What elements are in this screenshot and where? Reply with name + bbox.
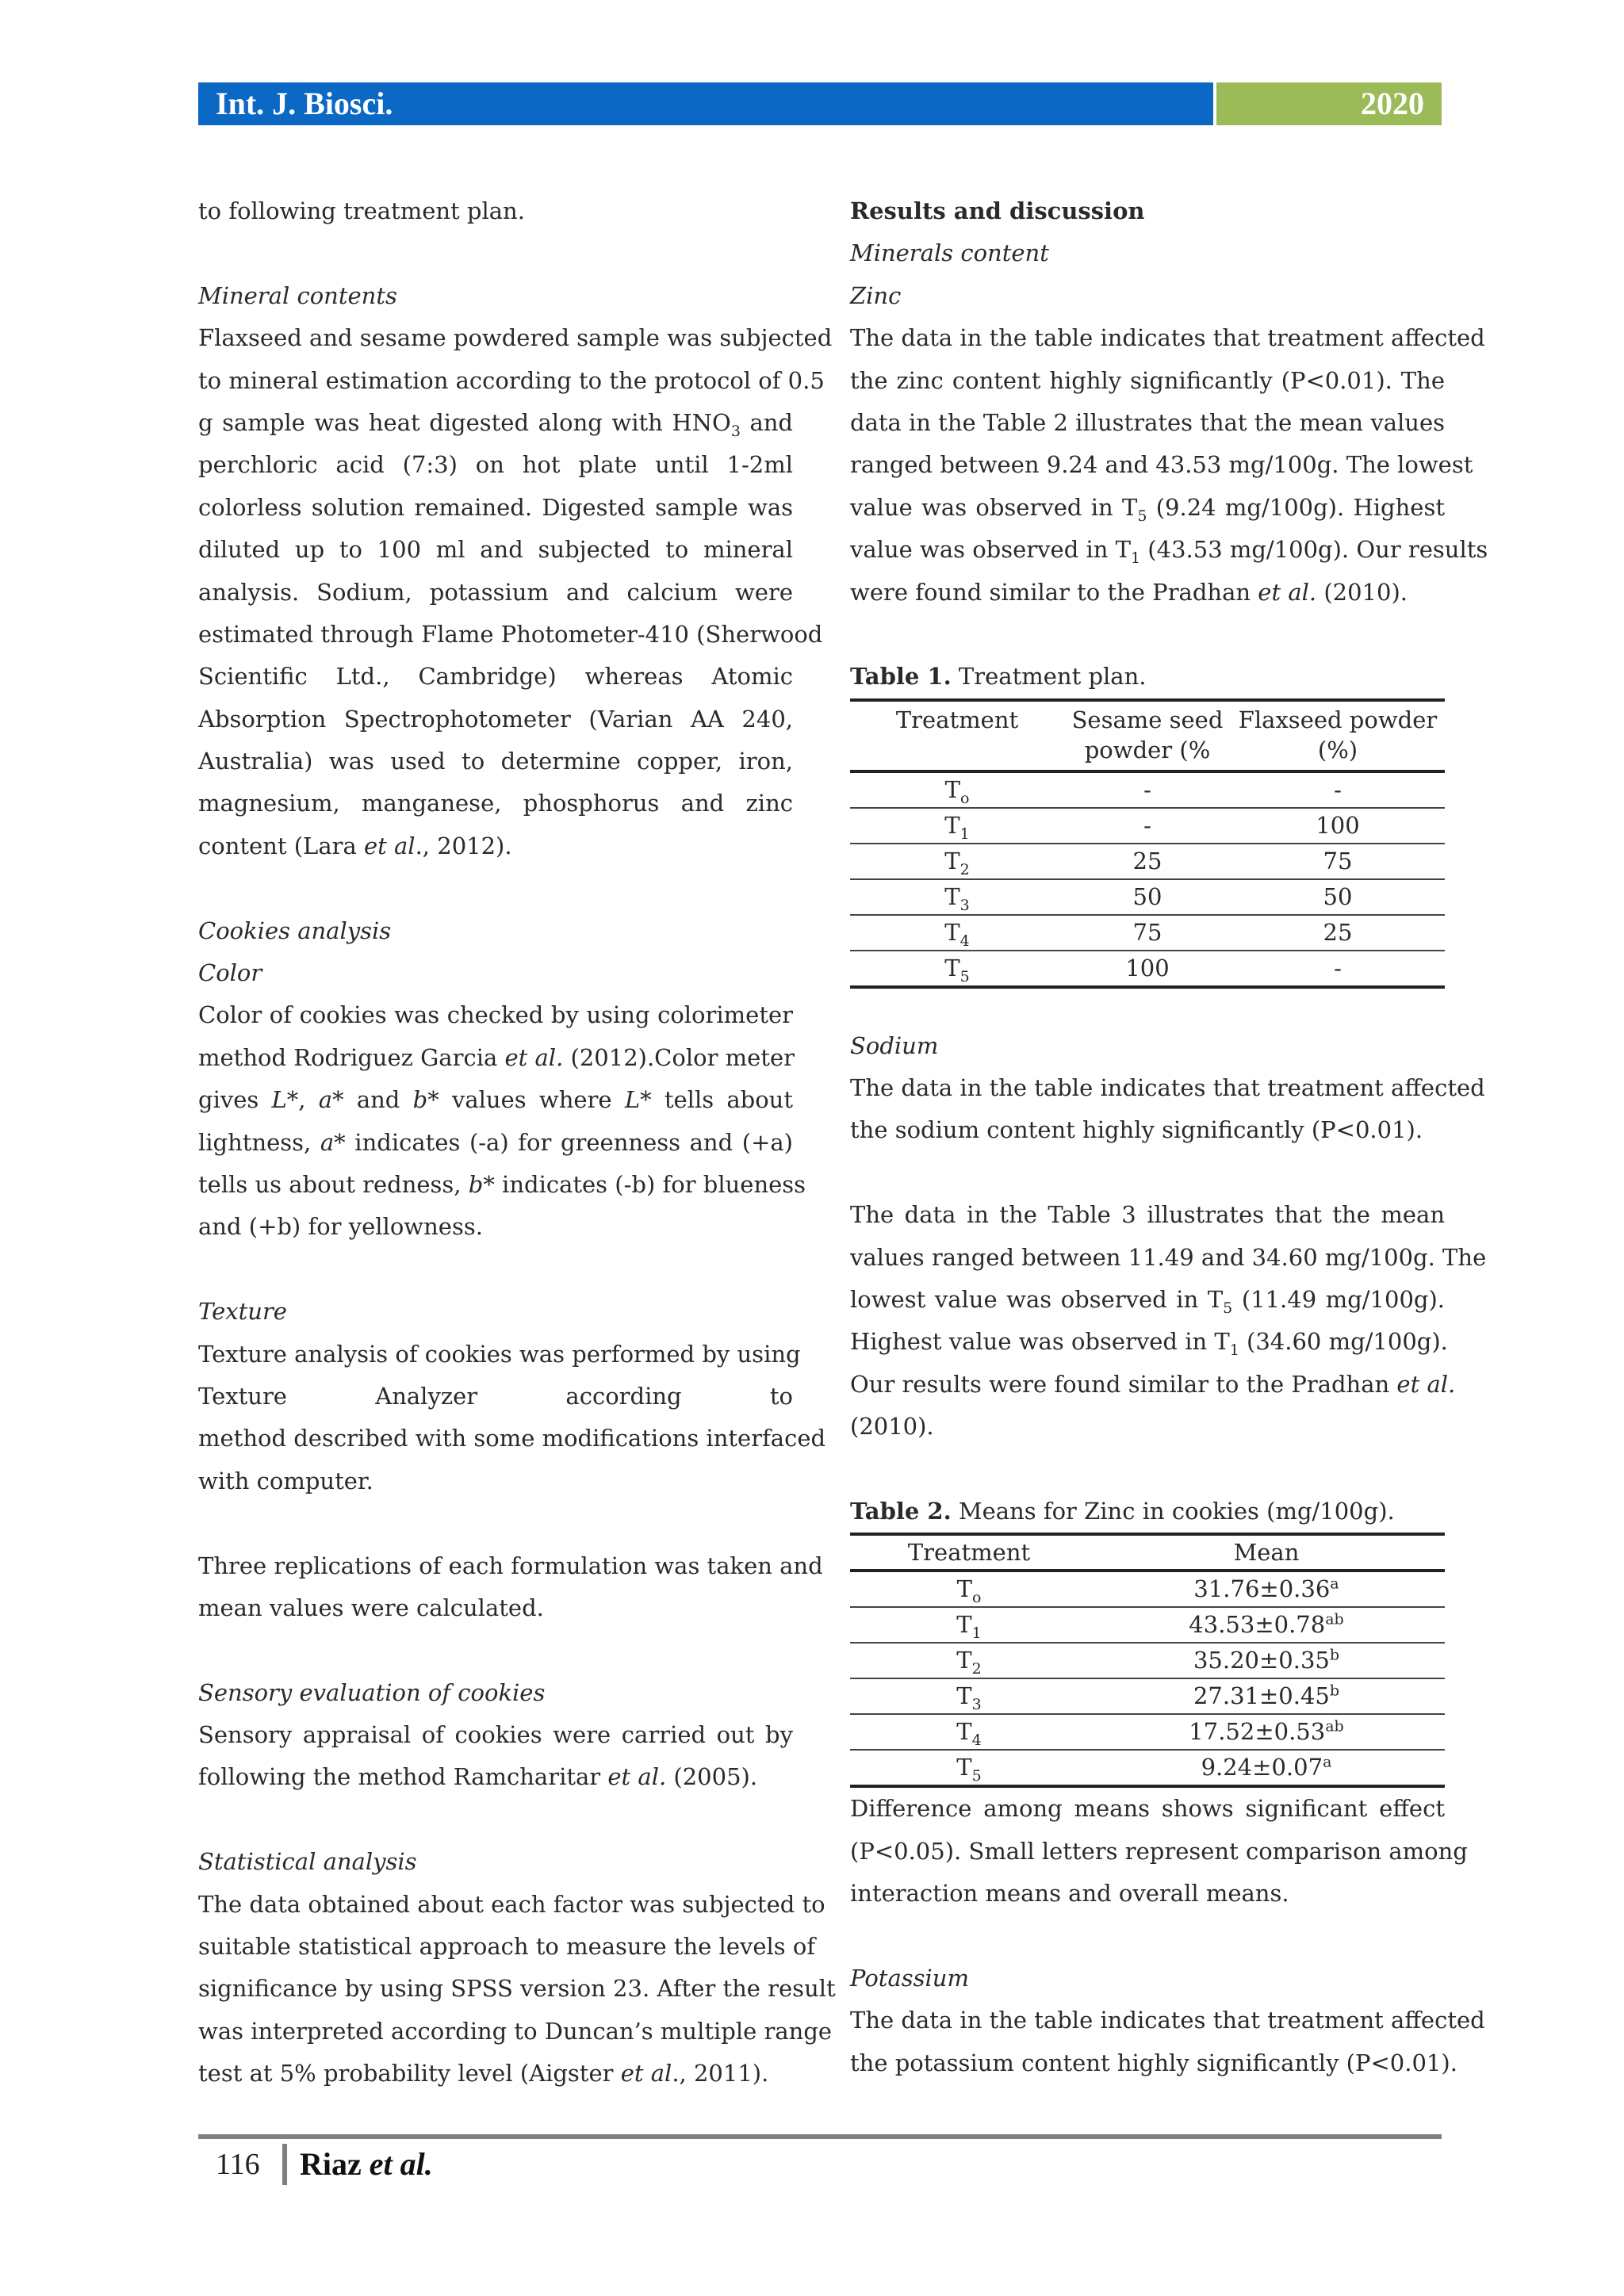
table-row — [850, 1750, 1445, 1786]
paragraph-line: tells us about redness, b* indicates (-b) for blueness — [198, 1170, 806, 1198]
paragraph-line: estimated through Flame Photometer-410 (Sherwood — [198, 620, 823, 648]
paragraph-line: Color of cookies was checked by using colorimeter — [198, 1001, 793, 1029]
table-row — [850, 1643, 1445, 1678]
treatment-cell: $T_o$ — [850, 771, 1064, 808]
page-number: 116 — [216, 2148, 260, 2181]
paragraph-line: ranged between 9.24 and 43.53 mg/100g. The lowest — [850, 451, 1473, 479]
sesame-cell: 25 — [1064, 844, 1231, 879]
flaxseed-cell: 75 — [1231, 844, 1445, 879]
table2-caption: Table 2. Means for Zinc in cookies (mg/100g). — [850, 1497, 1395, 1525]
paragraph-line: the potassium content highly significantly (P<0.01). — [850, 2049, 1457, 2076]
treatment-cell: $T_5$ — [850, 951, 1064, 987]
paragraph-line: colorless solution remained. Digested sample was — [198, 493, 793, 521]
flaxseed-cell: 25 — [1231, 915, 1445, 951]
table-note: (P<0.05). Small letters represent comparison among — [850, 1837, 1468, 1865]
table-row — [850, 879, 1445, 915]
table-row — [850, 771, 1445, 808]
table-row — [850, 915, 1445, 951]
paragraph-line: Australia) was used to determine copper, iron, — [198, 748, 793, 775]
results-heading: Results and discussion — [850, 197, 1145, 224]
paragraph-line: were found similar to the Pradhan et al. (2010). — [850, 578, 1408, 606]
right-column — [850, 190, 1488, 2084]
paragraph-line: data in the Table 2 illustrates that the mean values — [850, 408, 1445, 436]
paragraph-line: method Rodriguez Garcia et al. (2012).Color meter — [198, 1043, 795, 1071]
table-note: Difference among means shows significant effect — [850, 1795, 1445, 1823]
table-header: Sesame seed powder (% — [1064, 700, 1231, 771]
paragraph-line: The data in the table indicates that treatment affected — [850, 1074, 1485, 1102]
paragraph-line: the zinc content highly significantly (P<0.01). The — [850, 366, 1445, 394]
table-zinc-means — [850, 1533, 1445, 1788]
mean-cell: 43.53±0.78$^{ab}$ — [1088, 1607, 1445, 1643]
table-header: Treatment — [850, 700, 1064, 771]
paragraph-line: the sodium content highly significantly (P<0.01). — [850, 1116, 1423, 1144]
table-header: Mean — [1088, 1534, 1445, 1571]
paragraph-line: The data in the table indicates that treatment affected — [850, 2007, 1485, 2034]
paragraph-line: and (+b) for yellowness. — [198, 1213, 483, 1241]
intro-line: to following treatment plan. — [198, 197, 525, 224]
table-row — [850, 1678, 1445, 1714]
paragraph-line: diluted up to 100 ml and subjected to mineral — [198, 536, 793, 564]
flaxseed-cell: 50 — [1231, 879, 1445, 915]
paragraph-line: g sample was heat digested along with $HNO_3$ and — [198, 408, 793, 440]
sodium-heading: Sodium — [850, 1031, 939, 1059]
table-row — [850, 951, 1445, 987]
mean-cell: 27.31±0.45$^b$ — [1088, 1678, 1445, 1714]
treatment-cell: $T_3$ — [850, 879, 1064, 915]
paragraph-line: Absorption Spectrophotometer (Varian AA 240, — [198, 705, 793, 733]
paragraph-line: Our results were found similar to the Pradhan et al. — [850, 1370, 1456, 1398]
paragraph-line: The data in the Table 3 illustrates that the mean — [850, 1201, 1445, 1229]
paragraph-line: Sensory appraisal of cookies were carried out by — [198, 1721, 793, 1749]
treatment-cell: $T_1$ — [850, 1607, 1088, 1643]
sesame-cell: - — [1064, 771, 1231, 808]
table-row — [850, 1714, 1445, 1750]
paragraph-line: gives L*, a* and b* values where L* tells about — [198, 1086, 793, 1114]
paragraph-line: suitable statistical approach to measure the levels of — [198, 1933, 816, 1961]
table-header: Flaxseed powder (%) — [1231, 700, 1445, 771]
mean-cell: 35.20±0.35$^b$ — [1088, 1643, 1445, 1678]
sensory-heading: Sensory evaluation of cookies — [198, 1678, 546, 1706]
table-treatment-plan — [850, 698, 1445, 989]
table-header: Treatment — [850, 1534, 1088, 1571]
footer-divider — [282, 2144, 287, 2185]
treatment-cell: $T_4$ — [850, 915, 1064, 951]
color-heading: Color — [198, 959, 262, 987]
treatment-cell: $T_2$ — [850, 1643, 1088, 1678]
left-column — [198, 190, 836, 2095]
sesame-cell: 75 — [1064, 915, 1231, 951]
paragraph-line: analysis. Sodium, potassium and calcium were — [198, 578, 793, 606]
statistical-heading: Statistical analysis — [198, 1848, 417, 1876]
flaxseed-cell: 100 — [1231, 808, 1445, 844]
cookies-analysis-heading: Cookies analysis — [198, 916, 392, 944]
paragraph-line: lightness, a* indicates (-a) for greenness and (+a) — [198, 1128, 793, 1156]
treatment-cell: $T_2$ — [850, 844, 1064, 879]
paragraph-line: Flaxseed and sesame powdered sample was subjected — [198, 324, 833, 352]
paragraph-line: Highest value was observed in $T_1$ (34.60 mg/100g). — [850, 1328, 1448, 1360]
table-row — [850, 844, 1445, 879]
paragraph-line: significance by using SPSS version 23. After the result — [198, 1975, 836, 2003]
sesame-cell: - — [1064, 808, 1231, 844]
minerals-content-heading: Minerals content — [850, 239, 1049, 267]
paragraph-line: value was observed in $T_5$ (9.24 mg/100g). Highest — [850, 493, 1445, 525]
paragraph-line: to mineral estimation according to the protocol of 0.5 — [198, 366, 825, 394]
paragraph-line: with computer. — [198, 1467, 373, 1494]
texture-heading: Texture — [198, 1298, 287, 1326]
paragraph-line: content (Lara et al., 2012). — [198, 832, 512, 859]
table-note: interaction means and overall means. — [850, 1880, 1289, 1908]
paragraph-line: Texture analysis of cookies was performed by using — [198, 1340, 801, 1368]
treatment-cell: $T_5$ — [850, 1750, 1088, 1786]
footer-rule — [198, 2134, 1442, 2139]
sesame-cell: 50 — [1064, 879, 1231, 915]
flaxseed-cell: - — [1231, 771, 1445, 808]
table-row — [850, 808, 1445, 844]
mean-cell: 9.24±0.07$^a$ — [1088, 1750, 1445, 1786]
paragraph-line: perchloric acid (7:3) on hot plate until 1-2ml — [198, 451, 793, 479]
paragraph-line: was interpreted according to Duncan’s multiple range — [198, 2017, 833, 2045]
footer-author: Riaz et al. — [300, 2146, 433, 2182]
journal-header: Int. J. Biosci. — [198, 82, 1213, 125]
treatment-cell: $T_4$ — [850, 1714, 1088, 1750]
paragraph-line: Three replications of each formulation was taken and — [198, 1552, 823, 1579]
paragraph-line: following the method Ramcharitar et al. (2005). — [198, 1763, 758, 1791]
mean-cell: 31.76±0.36$^a$ — [1088, 1571, 1445, 1607]
paragraph-line: The data in the table indicates that treatment affected — [850, 324, 1485, 352]
paragraph-line: mean values were calculated. — [198, 1594, 544, 1621]
paragraph-line: magnesium, manganese, phosphorus and zinc — [198, 790, 793, 817]
flaxseed-cell: - — [1231, 951, 1445, 987]
treatment-cell: $T_3$ — [850, 1678, 1088, 1714]
zinc-heading: Zinc — [850, 281, 902, 309]
mean-cell: 17.52±0.53$^{ab}$ — [1088, 1714, 1445, 1750]
paragraph-line: lowest value was observed in $T_5$ (11.49 mg/100g). — [850, 1286, 1445, 1317]
paragraph-line: values ranged between 11.49 and 34.60 mg/100g. The — [850, 1243, 1487, 1271]
potassium-heading: Potassium — [850, 1964, 969, 1992]
paragraph-line: The data obtained about each factor was subjected to — [198, 1890, 825, 1918]
paragraph-line: test at 5% probability level (Aigster et al., 2011). — [198, 2060, 769, 2087]
table1-caption: Table 1. Treatment plan. — [850, 663, 1147, 691]
paragraph-line: (2010). — [850, 1413, 934, 1441]
treatment-cell: $T_o$ — [850, 1571, 1088, 1607]
paragraph-line: value was observed in $T_1$ (43.53 mg/100g). Our results — [850, 536, 1488, 567]
treatment-cell: $T_1$ — [850, 808, 1064, 844]
paragraph-line: method described with some modifications interfaced — [198, 1425, 826, 1452]
mineral-contents-heading: Mineral contents — [198, 281, 397, 309]
table-row — [850, 1571, 1445, 1607]
sesame-cell: 100 — [1064, 951, 1231, 987]
table-row — [850, 1607, 1445, 1643]
paragraph-line: Texture Analyzer according to — [198, 1382, 793, 1410]
paragraph-line: Scientific Ltd., Cambridge) whereas Atomic — [198, 663, 793, 691]
year-header: 2020 — [1216, 82, 1442, 125]
